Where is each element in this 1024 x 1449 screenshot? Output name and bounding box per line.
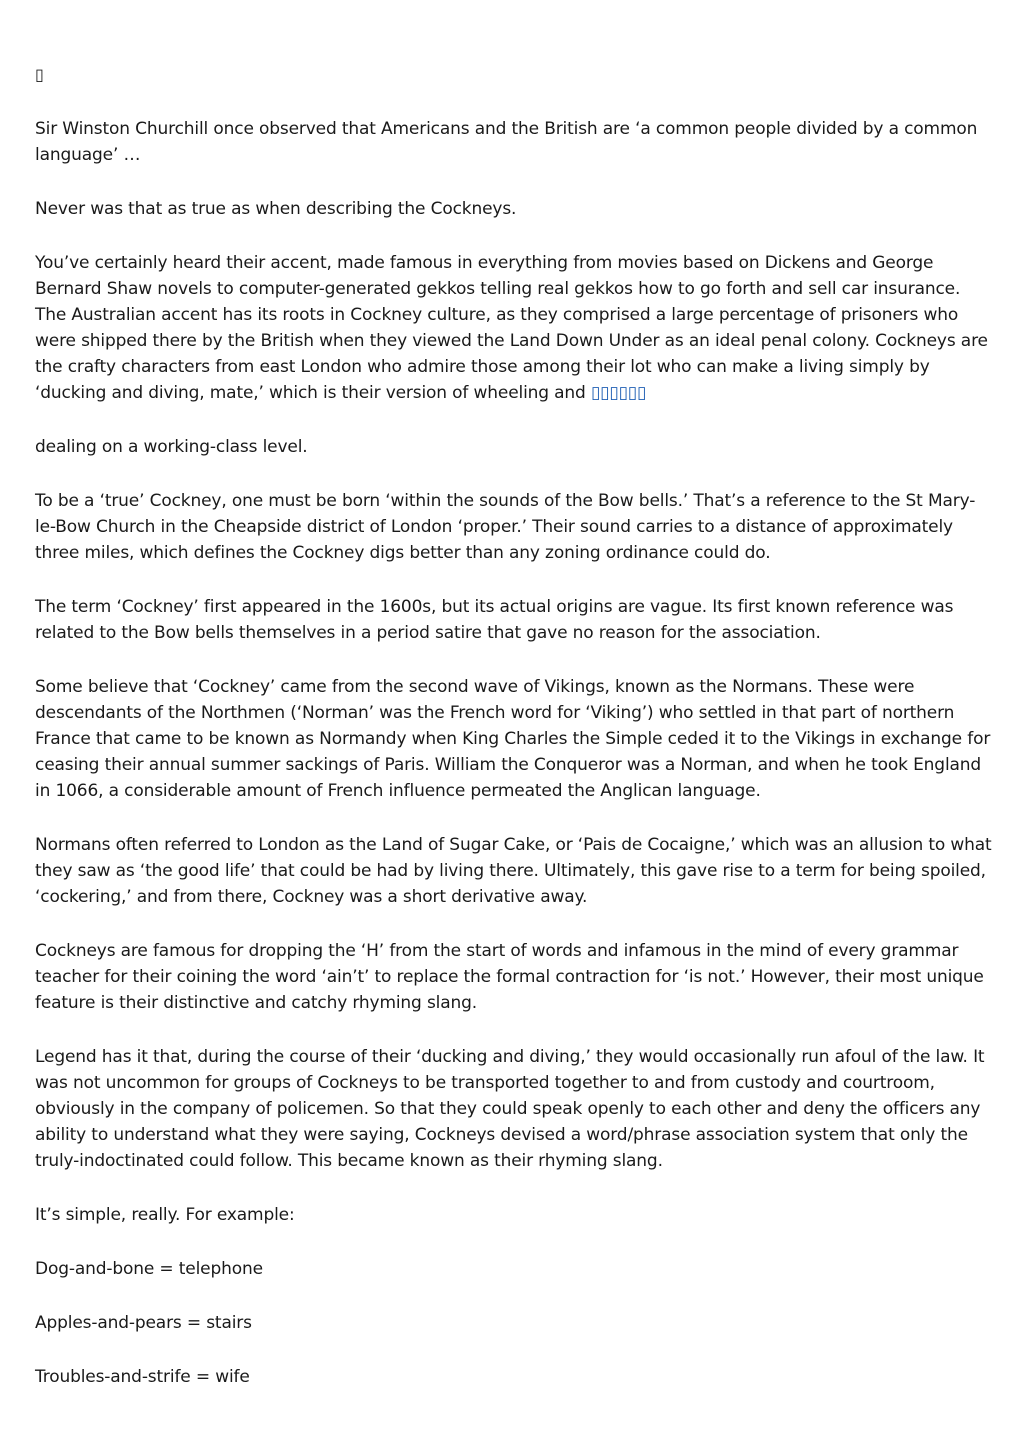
- paragraph-cockneys-intro: Never was that as true as when describing the Cockneys.: [35, 199, 517, 219]
- paragraph-example-intro: It’s simple, really. For example:: [35, 1205, 295, 1225]
- paragraph-accent-text: You’ve certainly heard their accent, made famous in everything from movies based on Dickens and George Bernard Shaw novels to computer-generated gekkos telling real gekkos how to go forth and sell car insurance. The Australian accent has its roots in Cockney culture, as they comprised a large percentage of prisoners who were shipped there by the British when they viewed the Land Down Under as an ideal penal colony. Cockneys are the crafty characters from east London who admire those among their lot who can make a living simply by ‘ducking and diving, mate,’ which is their version of wheeling and: [35, 253, 988, 403]
- example-dog-and-bone: Dog-and-bone = telephone: [35, 1259, 263, 1279]
- paragraph-legend: Legend has it that, during the course of their ‘ducking and diving,’ they would occasionally run afoul of the law. It was not uncommon for groups of Cockneys to be transported together to and from custody and courtroom, obviously in the company of policemen. So that they could speak openly to each other and deny the officers any ability to understand what they were saying, Cockneys devised a word/phrase association system that only the truly-indoctinated could follow. This became known as their rhyming slang.: [35, 1047, 985, 1171]
- paragraph-churchill: Sir Winston Churchill once observed that Americans and the British are ‘a common people divided by a common language’ …: [35, 119, 978, 165]
- document-page: [35, 62, 993, 1418]
- paragraph-bow-bells: To be a ‘true’ Cockney, one must be born ‘within the sounds of the Bow bells.’ That’s a reference to the St Mary-le-Bow Church in the Cheapside district of London ‘proper.’ Their sound carries to a distance of approximately three miles, which defines the Cockney digs better than any zoning ordinance could do.: [35, 491, 976, 563]
- paragraph-rhyming-slang: Cockneys are famous for dropping the ‘H’ from the start of words and infamous in the mind of every grammar teacher for their coining the word ‘ain’t’ to replace the formal contraction for ‘is not.’ However, their most unique feature is their distinctive and catchy rhyming slang.: [35, 941, 984, 1013]
- paragraph-dealing: dealing on a working-class level.: [35, 437, 308, 457]
- inline-link[interactable]: ▯▯▯▯▯▯: [590, 383, 647, 403]
- example-troubles-and-strife: Troubles-and-strife = wife: [35, 1367, 250, 1387]
- example-apples-and-pears: Apples-and-pears = stairs: [35, 1313, 252, 1333]
- paragraph-term-origin: The term ‘Cockney’ first appeared in the 1600s, but its actual origins are vague. Its first known reference was related to the Bow bells themselves in a period satire that gave no reason for the association.: [35, 597, 954, 643]
- paragraph-sugar-cake: Normans often referred to London as the Land of Sugar Cake, or ‘Pais de Cocaigne,’ which was an allusion to what they saw as ‘the good life’ that could be had by living there. Ultimately, this gave rise to a term for being spoiled, ‘cockering,’ and from there, Cockney was a short derivative away.: [35, 835, 992, 907]
- missing-glyph-icon: ▯: [35, 65, 44, 84]
- paragraph-normans: Some believe that ‘Cockney’ came from the second wave of Vikings, known as the Normans. These were descendants of the Northmen (‘Norman’ was the French word for ‘Viking’) who settled in that part of northern France that came to be known as Normandy when King Charles the Simple ceded it to the Vikings in exchange for ceasing their annual summer sackings of Paris. William the Conqueror was a Norman, and when he took England in 1066, a considerable amount of French influence permeated the Anglican language.: [35, 677, 991, 801]
- paragraph-accent: [35, 250, 993, 406]
